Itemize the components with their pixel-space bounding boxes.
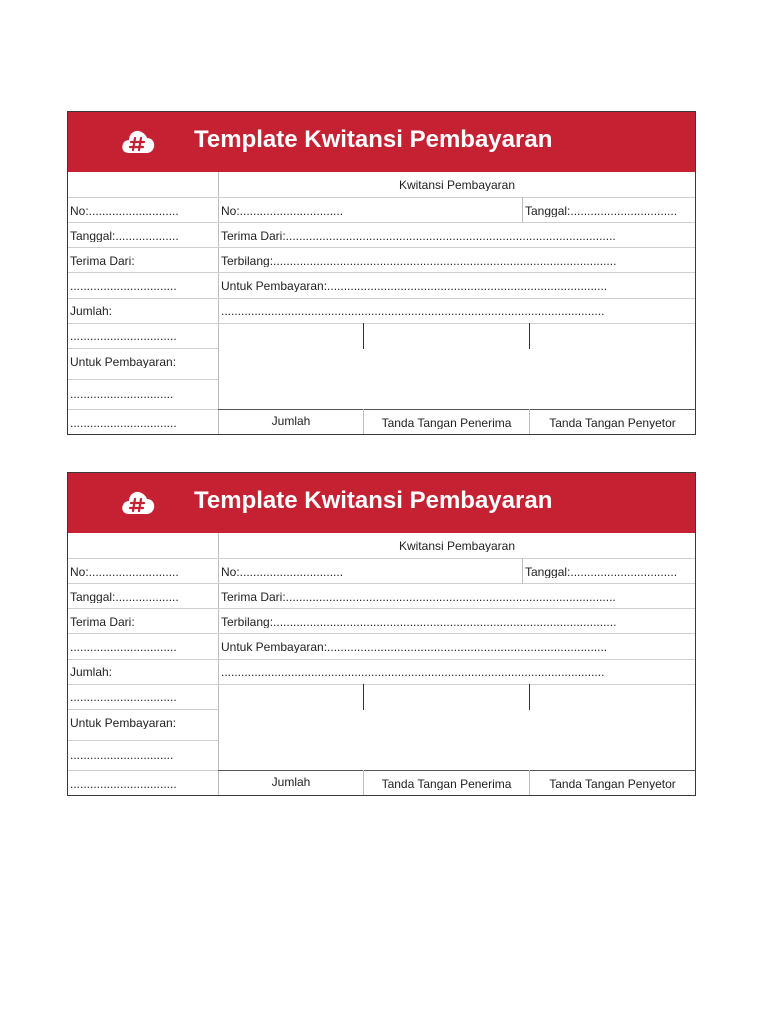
column-divider [522,558,523,584]
row-divider [68,222,695,223]
receipt-tanggal: Tanggal:................................ [525,566,678,578]
cloud-hash-logo-icon [120,127,156,157]
row-divider [68,659,695,660]
footer-divider [218,409,695,410]
receipt-1 [67,111,696,435]
stub-dots: ............................... [70,749,174,761]
footer-jumlah: Jumlah [271,415,311,427]
row-divider [68,558,695,559]
row-divider [68,770,218,771]
stub-dots: ................................ [70,691,177,703]
receipt-2 [67,472,696,796]
footer-divider [218,770,695,771]
footer-jumlah: Jumlah [271,776,311,788]
receipt-header [68,473,695,533]
stub-untuk-pembayaran: Untuk Pembayaran: [70,356,177,368]
row-divider [68,684,695,685]
receipt-terbilang: Terbilang:....................................................................................................... [221,616,617,628]
stub-dots: ............................... [70,388,174,400]
row-divider [68,298,695,299]
row-divider [68,709,218,710]
footer-tanda-tangan-penerima: Tanda Tangan Penerima [381,778,512,790]
cloud-hash-logo-icon [120,488,156,518]
stub-tanggal: Tanggal:................... [70,591,179,603]
receipt-untuk-pembayaran: Untuk Pembayaran:.................................................................................... [221,280,608,292]
stub-tanggal: Tanggal:................... [70,230,179,242]
receipt-no: No:............................... [221,566,344,578]
stub-terima-dari: Terima Dari: [70,616,135,628]
signature-divider [363,684,364,710]
stub-terima-dari: Terima Dari: [70,255,135,267]
signature-divider [529,684,530,710]
footer-tanda-tangan-penyetor: Tanda Tangan Penyetor [549,417,676,429]
stub-no: No:........................... [70,566,179,578]
footer-tanda-tangan-penerima: Tanda Tangan Penerima [381,417,512,429]
column-divider [218,533,219,795]
row-divider [68,323,695,324]
row-divider [68,379,218,380]
signature-divider [695,323,696,349]
stub-untuk-pembayaran: Untuk Pembayaran: [70,717,177,729]
row-divider [68,583,695,584]
signature-divider [695,684,696,710]
row-divider [68,247,695,248]
row-divider [68,740,218,741]
receipt-terima-dari: Terima Dari:................................................................................................... [221,230,616,242]
row-divider [68,409,218,410]
stub-dots: ................................ [70,641,177,653]
column-divider [522,197,523,223]
stub-dots: ................................ [70,778,177,790]
receipt-no: No:............................... [221,205,344,217]
stub-dots: ................................ [70,330,177,342]
row-divider [68,272,695,273]
receipt-dots-line: ................................................................................................................... [221,666,605,678]
receipt-terima-dari: Terima Dari:................................................................................................... [221,591,616,603]
receipt-tanggal: Tanggal:................................ [525,205,678,217]
receipt-heading: Kwitansi Pembayaran [398,540,516,552]
stub-dots: ................................ [70,417,177,429]
receipt-heading: Kwitansi Pembayaran [398,179,516,191]
stub-no: No:........................... [70,205,179,217]
row-divider [68,608,695,609]
signature-divider [529,323,530,349]
row-divider [68,197,695,198]
stub-jumlah: Jumlah: [70,305,113,317]
receipt-header [68,112,695,172]
receipt-title: Template Kwitansi Pembayaran [194,487,553,514]
signature-divider [363,323,364,349]
receipt-title: Template Kwitansi Pembayaran [194,126,553,153]
receipt-terbilang: Terbilang:....................................................................................................... [221,255,617,267]
stub-jumlah: Jumlah: [70,666,113,678]
receipt-untuk-pembayaran: Untuk Pembayaran:.................................................................................... [221,641,608,653]
footer-tanda-tangan-penyetor: Tanda Tangan Penyetor [549,778,676,790]
receipt-dots-line: ................................................................................................................... [221,305,605,317]
column-divider [218,172,219,434]
stub-dots: ................................ [70,280,177,292]
row-divider [68,633,695,634]
row-divider [68,348,218,349]
